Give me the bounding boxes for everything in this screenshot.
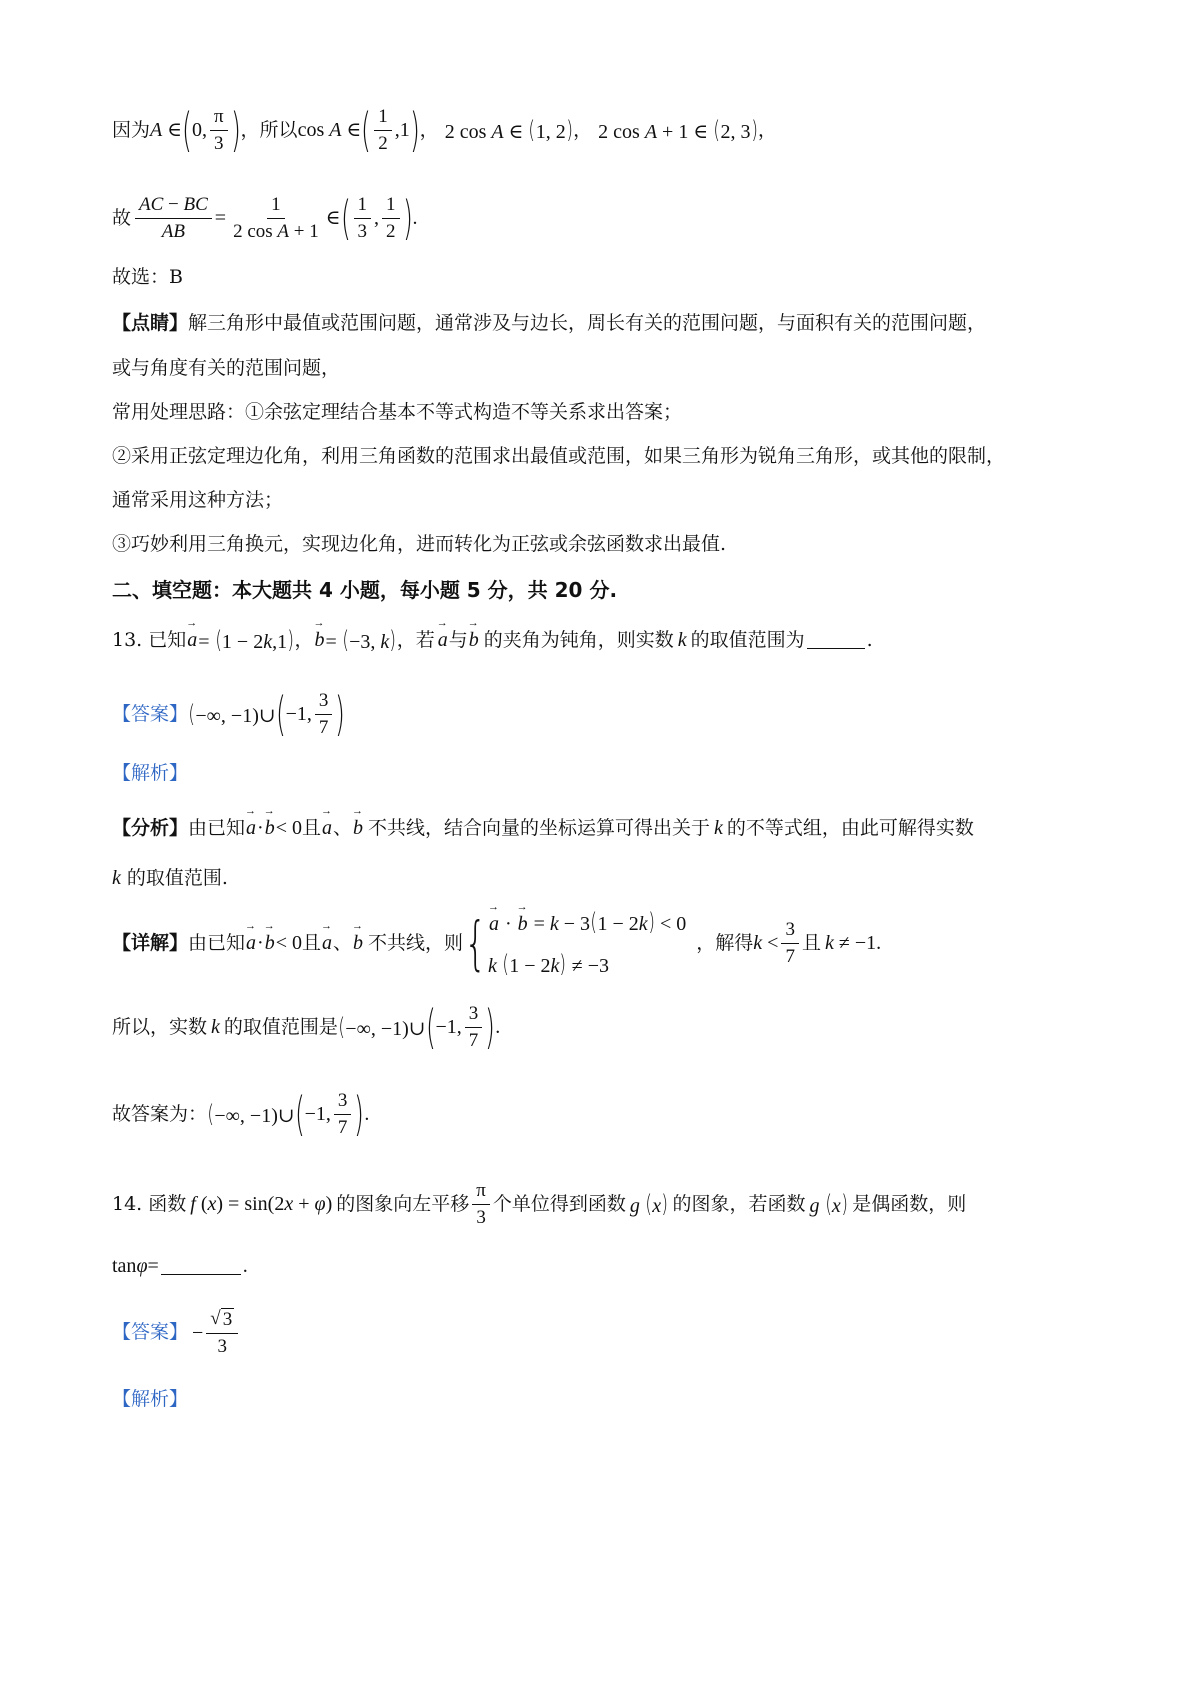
question-number: 13. 已知 [112, 628, 187, 651]
fraction: √ 3 3 [206, 1308, 238, 1358]
fraction: $\frac{3}{7}$ [465, 1003, 483, 1052]
text: ，若 [396, 628, 435, 651]
text: 不共线，结合向量的坐标运算可得出关于 [368, 816, 711, 839]
line-tip-2 [112, 359, 340, 378]
question-14: 14. 函数 f (x) = sin(2x + φ) 的图象向左平移 $\frac{\pi}{3}$ 个单位得到函数 g (x) 的图象，若函数 g (x) 是偶函数，则 [112, 1180, 967, 1228]
xiangjie-13: 【详解】 由已知 → a · → b < 0 且 → a 、 → b 不共线，则 { → a · → b = k − 3(1 − 2k) < 0 k (1 − 2k) ≠ −3 ，解得 k < $\frac{3}{7}$ 且 k ≠ −1. [112, 908, 881, 978]
line-method-3 [112, 535, 726, 554]
final-13: 故答案为： (−∞, −1)∪ ( −1, $\frac{3}{7}$ ) . [112, 1086, 370, 1141]
fenxi-13: 【分析】 由已知 → a · → b < 0 且 → a 、 → b 不共线，结合向量的坐标运算可得出关于 k 的不等式组，由此可解得实数 [112, 818, 974, 838]
text: 的夹角为钝角，则实数 [483, 628, 674, 651]
text: 故 [112, 206, 132, 229]
text: 由已知 [188, 931, 246, 954]
text: 的取值范围. [126, 866, 228, 889]
tag-tip: 【点睛】 [112, 312, 189, 334]
text: 、 [333, 931, 353, 954]
line-conclusion: 故 $\frac{AC - BC}{AB}$ = $\frac{1}{\text{2 cos A + 1}}$ ∈ ( $\frac{1}{3}$ , $\frac{1}{2}$ ) . [112, 190, 418, 245]
fenxi-13-2: k 的取值范围. [112, 866, 228, 889]
text: . [866, 628, 873, 651]
fraction: $\frac{\pi}{3}$ [210, 106, 228, 155]
answer-13: 【答案】 (−∞, −1)∪ ( −1, $\frac{3}{7}$ ) [112, 686, 346, 741]
text: 因为 [112, 118, 151, 141]
text: 且 [301, 816, 321, 839]
fraction: $\frac{1}{2}$ [374, 106, 392, 155]
text: ，解得 [696, 931, 754, 954]
text: 且 [801, 931, 821, 954]
text: 、 [333, 816, 353, 839]
line-method-1 [112, 403, 682, 422]
text: 由已知 [188, 816, 246, 839]
answer-14: 【答案】 − √ 3 3 [112, 1308, 241, 1358]
text: ，所以 [240, 118, 298, 141]
text: 且 [301, 931, 321, 954]
text: ③巧妙利用三角换元，实现边化角，进而转化为正弦或余弦函数求出最值. [112, 533, 727, 555]
fraction: $\frac{1}{3}$ [354, 194, 372, 243]
tag-answer: 【答案】 [112, 1321, 189, 1344]
text: 故答案为： [112, 1102, 208, 1125]
question-14-2: tan φ = . [112, 1255, 248, 1277]
line-method-2 [112, 447, 1005, 466]
fraction: $\frac{3}{7}$ [315, 690, 333, 739]
text: 故选：B [112, 266, 183, 288]
fraction: $\frac{1}{\text{2 cos A + 1}}$ [233, 194, 319, 242]
tag-analysis: 【解析】 [112, 1388, 189, 1410]
text: 的图象，若函数 [672, 1192, 806, 1215]
text: 通常采用这种方法； [112, 489, 284, 511]
line-method-2b [112, 491, 283, 510]
inequality-system: → a · → b = k − 3(1 − 2k) < 0 k (1 − 2k) ≠ −3 [488, 910, 686, 976]
text: 是偶函数，则 [852, 1192, 967, 1215]
fraction: $\frac{1}{2}$ [382, 194, 400, 243]
tag-answer: 【答案】 [112, 702, 189, 725]
text: 与 [448, 628, 468, 651]
text: 常用处理思路：①余弦定理结合基本不等式构造不等关系求出答案； [112, 401, 683, 423]
text: tan [112, 1255, 137, 1277]
line-range-cosA: 因为 A ∈ ( 0, $\frac{\pi}{3}$ ) ，所以 cos A ∈ ( $\frac{1}{2}$ ,1 ) ， 2 cos A ∈ (1, 2) ， 2 cos A + 1 ∈ (2, 3) ， [112, 102, 777, 157]
analysis-13 [112, 764, 188, 783]
tag-analysis: 【解析】 [112, 762, 189, 784]
answer-blank [807, 632, 865, 649]
text: 的取值范围是 [223, 1015, 338, 1038]
line-tip [112, 314, 986, 333]
tag-fenxi: 【分析】 [112, 816, 189, 839]
text: ②采用正弦定理边化角，利用三角函数的范围求出最值或范围，如果三角形为锐角三角形，或其他的限制， [112, 445, 1006, 467]
text: 个单位得到函数 [492, 1192, 626, 1215]
text: ， [573, 118, 593, 141]
text: 或与角度有关的范围问题， [112, 357, 341, 379]
text: 解三角形中最值或范围问题，通常涉及与边长，周长有关的范围问题，与面积有关的范围问题， [188, 312, 987, 334]
text: 的取值范围为 [690, 628, 805, 651]
tag-xiangjie: 【详解】 [112, 931, 189, 954]
section-title: 二、填空题：本大题共 4 小题，每小题 5 分，共 20 分. [112, 578, 618, 602]
text: 的图象向左平移 [336, 1192, 470, 1215]
answer-blank [161, 1258, 241, 1275]
so-13: 所以，实数 k 的取值范围是 (−∞, −1)∪ ( −1, $\frac{3}{7}$ ) . [112, 999, 501, 1054]
text: ， [294, 628, 314, 651]
fraction: $\frac{3}{7}$ [334, 1090, 352, 1139]
fraction: $\frac{\pi}{3}$ [472, 1180, 490, 1229]
fraction: $\frac{AC - BC}{AB}$ [135, 194, 212, 243]
text: 的不等式组，由此可解得实数 [726, 816, 974, 839]
fraction: $\frac{3}{7}$ [781, 919, 799, 968]
text: = [147, 1255, 159, 1277]
analysis-14 [112, 1390, 188, 1409]
question-number: 14. 函数 [112, 1192, 187, 1215]
text: 不共线，则 [368, 931, 464, 954]
text: ， [419, 118, 439, 141]
question-13: 13. 已知 → a = (1 − 2k,1) ， → b = (−3, k) ，若 → a 与 → b 的夹角为钝角，则实数 k 的取值范围为 . [112, 628, 873, 652]
text: 所以，实数 [112, 1015, 208, 1038]
section-heading [112, 580, 617, 600]
line-choice [112, 268, 183, 287]
